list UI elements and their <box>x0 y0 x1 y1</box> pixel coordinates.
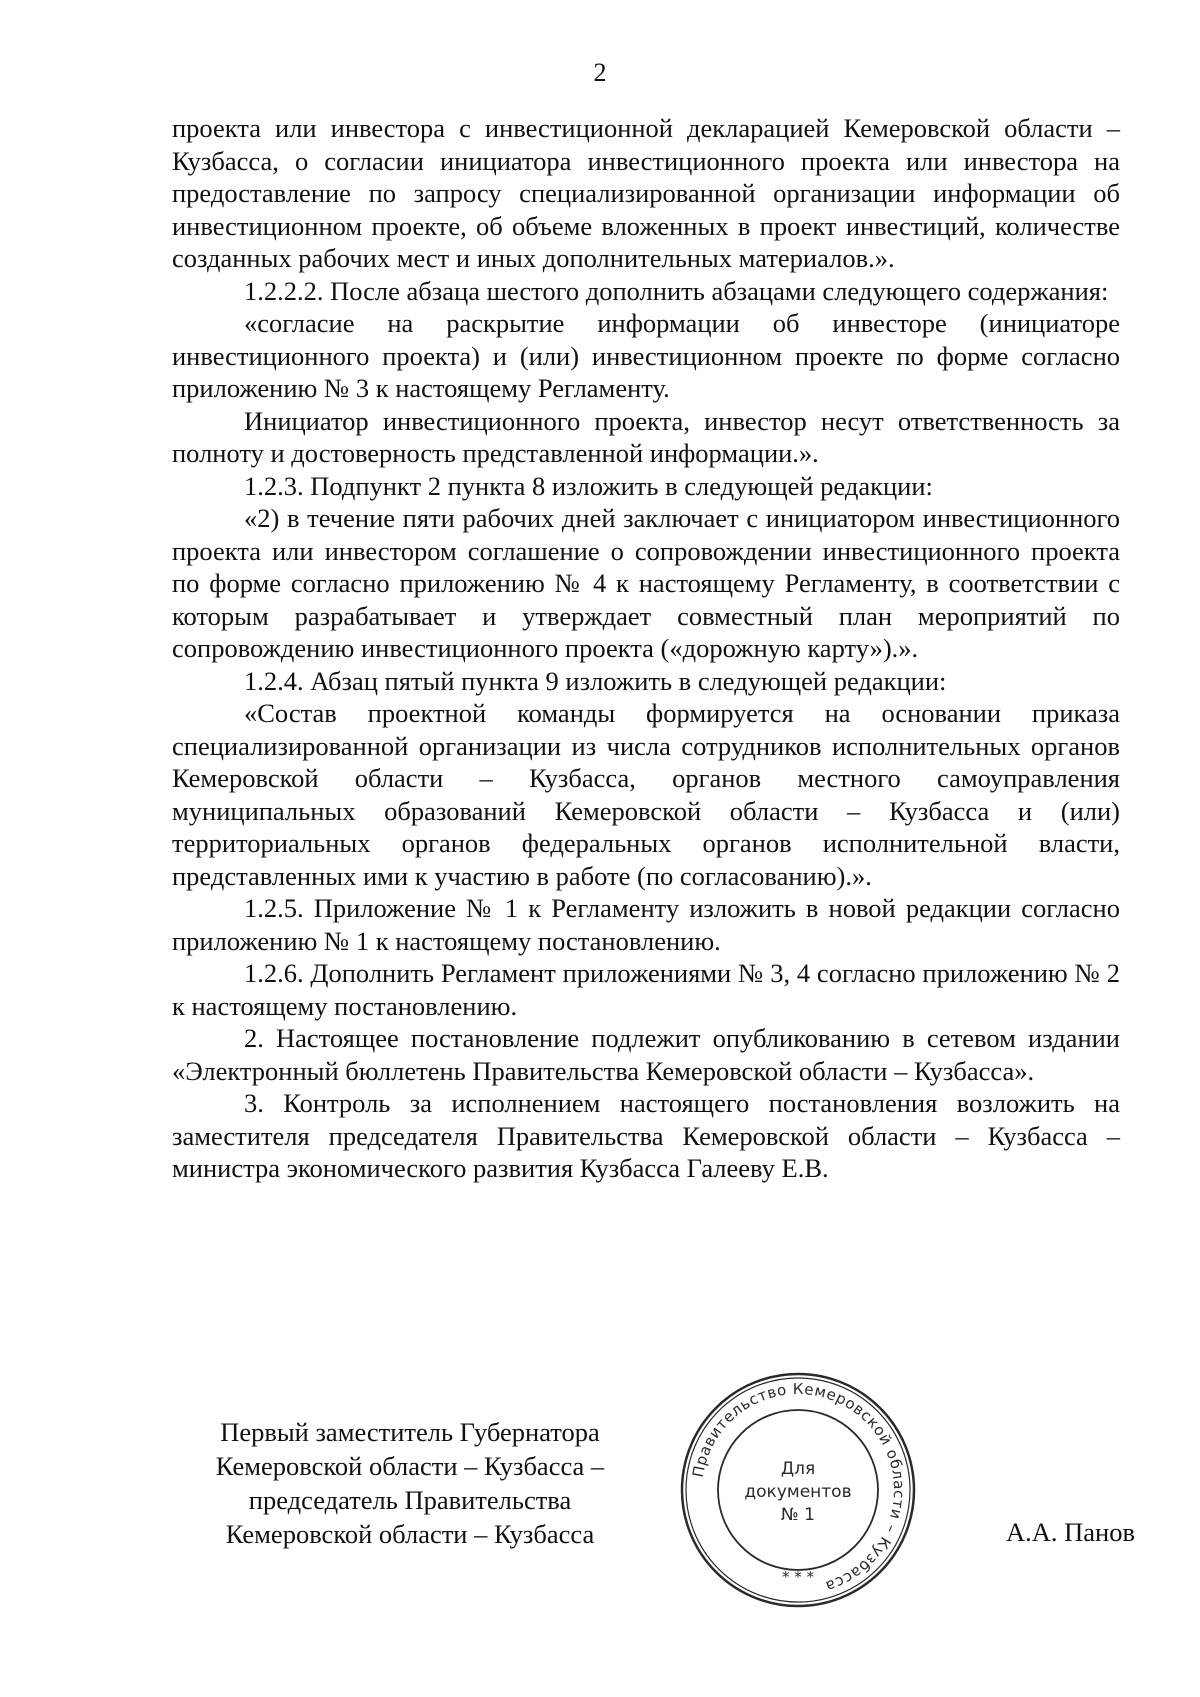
stamp-center-line: документов <box>744 1482 852 1502</box>
paragraph: «согласие на раскрытие информации об инвесторе (инициаторе инвестиционного проекта) и (или) инвестиционном проекте по форме согласно приложению № 3 к настоящему Регламенту. <box>172 308 1120 403</box>
document-body <box>172 112 1120 1185</box>
paragraph: проекта или инвестора с инвестиционной декларацией Кемеровской области – Кузбасса, о согласии инициатора инвестиционного проекта или инвестора на предоставление по запросу специализированной организации информации об инвестиционном проекте, об объеме вложенных в проект инвестиций, количестве созданных рабочих мест и иных дополнительных материалов.». <box>172 113 1120 273</box>
signer-title-line: Кемеровской области – Кузбасса – <box>215 1451 605 1481</box>
page-number: 2 <box>593 58 607 87</box>
stamp-center-line: Для <box>780 1459 816 1479</box>
paragraph: «2) в течение пяти рабочих дней заключает с инициатором инвестиционного проекта или инвестором соглашение о сопровождении инвестиционного проекта по форме согласно приложению № 4 к настоящему Регламенту, в соответствии с которым разрабатывает и утверждает совместный план мероприятий по сопровождению инвестиционного проекта («дорожную карту»).». <box>172 503 1120 663</box>
stamp-center-line: № 1 <box>781 1505 815 1525</box>
official-stamp <box>678 1370 918 1610</box>
stamp-stars: * * * <box>781 1568 815 1586</box>
paragraph: «Состав проектной команды формируется на основании приказа специализированной организации из числа сотрудников исполнительных органов Кемеровской области – Кузбасса, органов местного самоуправления муниципальных образований Кемеровской области – Кузбасса и (или) территориальных органов федеральных органов исполнительной власти, представленных ими к участию в работе (по согласованию).». <box>172 698 1120 891</box>
paragraph: 1.2.6. Дополнить Регламент приложениями № 3, 4 согласно приложению № 2 к настоящему постановлению. <box>172 958 1120 1021</box>
signer-name: А.А. Панов <box>1006 1517 1135 1547</box>
paragraph: 2. Настоящее постановление подлежит опубликованию в сетевом издании «Электронный бюллетень Правительства Кемеровской области – Кузбасса». <box>172 1023 1120 1086</box>
paragraph: 3. Контроль за исполнением настоящего постановления возложить на заместителя председателя Правительства Кемеровской области – Кузбасса – министра экономического развития Кузбасса Галееву Е.В. <box>172 1088 1120 1183</box>
paragraph: Инициатор инвестиционного проекта, инвестор несут ответственность за полноту и достоверность представленной информации.». <box>172 405 1120 468</box>
signer-title-line: Кемеровской области – Кузбасса <box>225 1519 595 1549</box>
signer-title-line: Первый заместитель Губернатора <box>220 1417 600 1447</box>
signer-title <box>180 1415 640 1551</box>
paragraph: 1.2.2.2. После абзаца шестого дополнить абзацами следующего содержания: <box>244 275 1109 306</box>
signer-title-line: председатель Правительства <box>248 1485 572 1515</box>
paragraph: 1.2.4. Абзац пятый пункта 9 изложить в следующей редакции: <box>244 665 947 696</box>
paragraph: 1.2.3. Подпункт 2 пункта 8 изложить в следующей редакции: <box>244 470 933 501</box>
paragraph: 1.2.5. Приложение № 1 к Регламенту изложить в новой редакции согласно приложению № 1 к настоящему постановлению. <box>172 893 1120 956</box>
stamp-ring-text: Правительство Кемеровской области – Кузбасса <box>688 1379 909 1596</box>
